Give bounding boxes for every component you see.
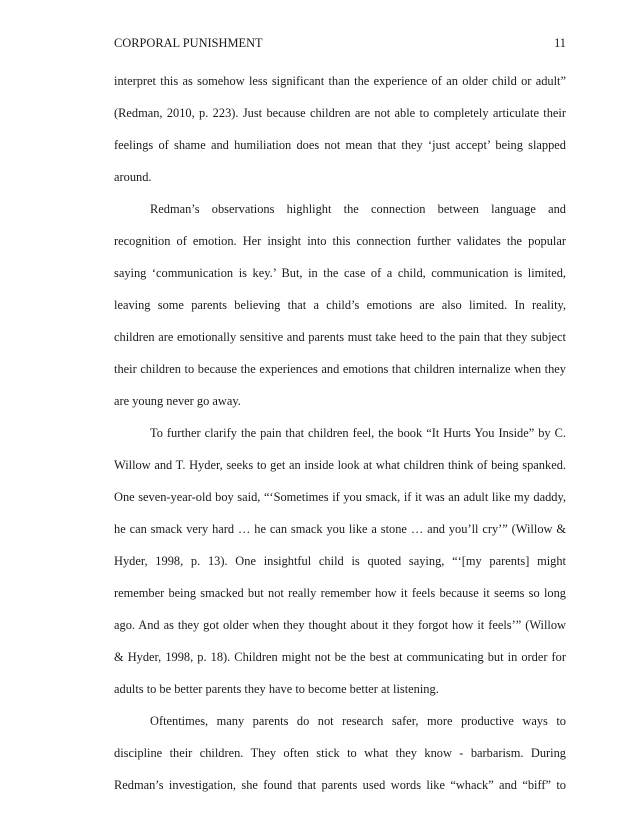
text-line: To further clarify the pain that children feel, the book “It Hurts You Inside” by C. (150, 426, 566, 440)
text-line: One seven-year-old boy said, “‘Sometimes if you smack, if it was an adult like my daddy, (114, 490, 566, 504)
text-line: he can smack very hard … he can smack you like a stone … and you’ll cry’” (Willow & (114, 522, 566, 536)
text-line: their children to because the experiences and emotions that children internalize when they (114, 362, 566, 376)
text-line: Hyder, 1998, p. 13). One insightful child is quoted saying, “‘[my parents] might (114, 554, 566, 568)
running-head: CORPORAL PUNISHMENT (114, 36, 263, 50)
text-line: feelings of shame and humiliation does not mean that they ‘just accept’ being slapped (114, 138, 566, 152)
text-line: recognition of emotion. Her insight into this connection further validates the popular (114, 234, 566, 248)
text-line: interpret this as somehow less significant than the experience of an older child or adult” (114, 74, 566, 88)
text-line: & Hyder, 1998, p. 18). Children might not be the best at communicating but in order for (114, 650, 566, 664)
text-line: ago. And as they got older when they thought about it they forgot how it feels’” (Willow (114, 618, 566, 632)
text-line: Oftentimes, many parents do not research safer, more productive ways to (150, 714, 566, 728)
text-line: remember being smacked but not really remember how it feels because it seems so long (114, 586, 566, 600)
page-header (114, 36, 566, 54)
text-line: leaving some parents believing that a child’s emotions are also limited. In reality, (114, 298, 566, 312)
page-number: 11 (554, 36, 566, 50)
text-line: around. (114, 170, 152, 184)
text-line: adults to be better parents they have to become better at listening. (114, 682, 439, 696)
text-line: are young never go away. (114, 394, 241, 408)
text-line: children are emotionally sensitive and parents must take heed to the pain that they subject (114, 330, 566, 344)
text-line: Redman’s investigation, she found that parents used words like “whack” and “biff” to (114, 778, 566, 792)
text-line: Redman’s observations highlight the connection between language and (150, 202, 566, 216)
text-line: saying ‘communication is key.’ But, in the case of a child, communication is limited, (114, 266, 566, 280)
text-line: (Redman, 2010, p. 223). Just because children are not able to completely articulate their (114, 106, 566, 120)
text-line: discipline their children. They often stick to what they know - barbarism. During (114, 746, 566, 760)
text-line: Willow and T. Hyder, seeks to get an inside look at what children think of being spanked. (114, 458, 566, 472)
